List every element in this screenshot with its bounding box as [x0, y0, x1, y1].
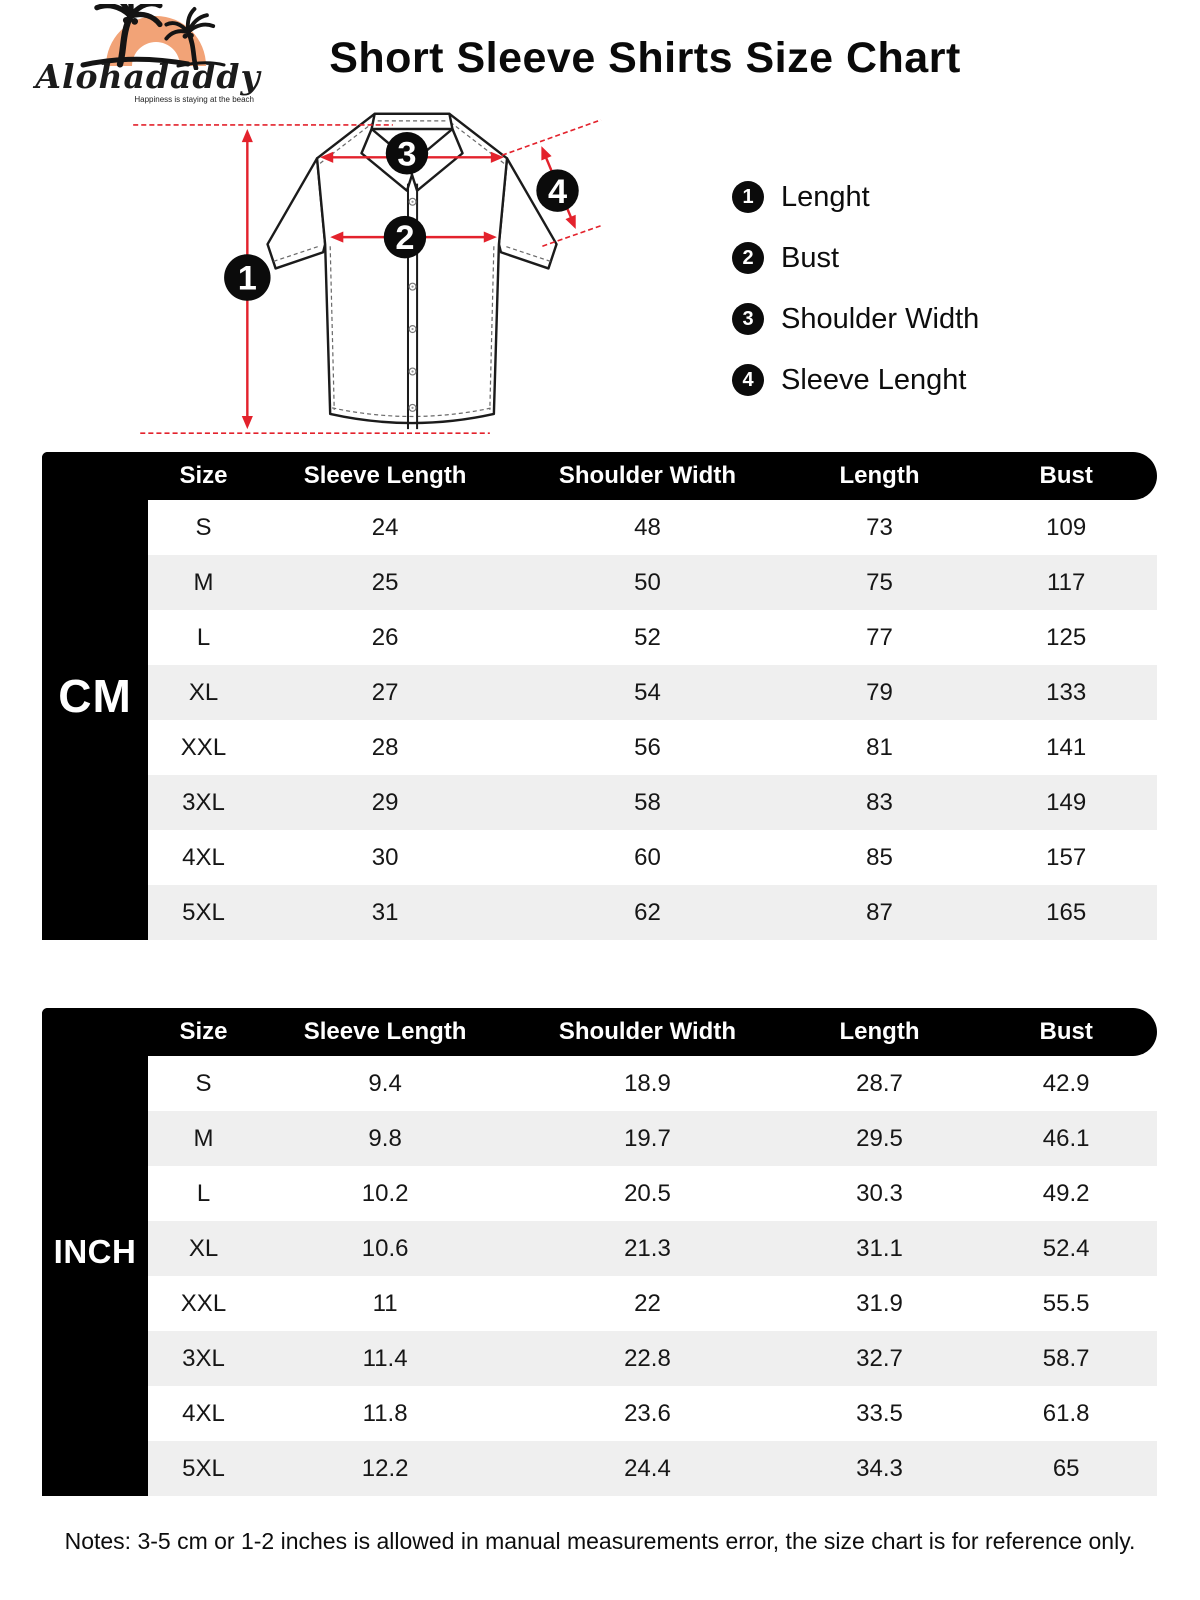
legend-label: Shoulder Width [781, 302, 980, 335]
cell-bust: 157 [1046, 843, 1087, 871]
sleeve-guide-top [502, 120, 601, 155]
legend-badge-3-icon: 3 [732, 303, 764, 335]
cell-size: L [196, 623, 211, 651]
legend-badge-1-icon: 1 [732, 181, 764, 213]
unit-band-cm: CM [42, 452, 148, 940]
legend-item-bust [732, 241, 979, 275]
cell-sleeve: 11.4 [362, 1344, 408, 1372]
cell-sleeve: 27 [371, 678, 399, 706]
legend-badge-4-icon: 4 [732, 364, 764, 396]
cell-shoulder: 52 [634, 623, 661, 651]
table-row [148, 775, 1157, 830]
table-body [148, 1056, 1157, 1496]
cell-bust: 49.2 [1042, 1179, 1090, 1207]
shirt-left-sleeve [268, 158, 326, 268]
cell-shoulder: 58 [634, 788, 661, 816]
cell-bust: 52.4 [1042, 1234, 1090, 1262]
cell-length: 29.5 [856, 1124, 903, 1152]
cell-bust: 109 [1046, 513, 1087, 541]
table-row [148, 500, 1157, 555]
cell-sleeve: 28 [371, 733, 399, 761]
cell-sleeve: 9.4 [368, 1069, 402, 1097]
cell-size: S [195, 1069, 212, 1097]
cell-bust: 141 [1046, 733, 1087, 761]
notes-text: Notes: 3-5 cm or 1-2 inches is allowed in manual measurements error, the size chart is for reference only. [64, 1528, 1136, 1554]
cell-length: 33.5 [856, 1399, 903, 1427]
cell-size: S [195, 513, 212, 541]
cell-sleeve: 12.2 [361, 1454, 409, 1482]
column-header-shoulder-width: Shoulder Width [558, 462, 736, 489]
cell-bust: 42.9 [1042, 1069, 1090, 1097]
cell-length: 31.9 [856, 1289, 903, 1317]
badge-2: 2 [395, 219, 415, 258]
column-header-length: Length [839, 1018, 920, 1045]
page-title: Short Sleeve Shirts Size Chart [329, 34, 961, 82]
brand-name: Alohadaddy [35, 57, 261, 96]
cell-length: 75 [866, 568, 893, 596]
cell-size: XL [188, 1234, 219, 1262]
cell-shoulder: 22 [634, 1289, 661, 1317]
cell-sleeve: 26 [371, 623, 399, 651]
cell-shoulder: 18.9 [624, 1069, 671, 1097]
cell-bust: 58.7 [1042, 1344, 1090, 1372]
cell-size: 3XL [182, 788, 225, 816]
column-header-bust: Bust [1039, 1018, 1093, 1045]
cell-sleeve: 29 [371, 788, 399, 816]
column-header-shoulder-width: Shoulder Width [558, 1018, 736, 1045]
table-header [42, 1008, 1157, 1056]
cell-length: 73 [866, 513, 893, 541]
table-row [148, 610, 1157, 665]
shirt-collar-band [372, 114, 453, 129]
cell-size: 4XL [182, 1399, 225, 1427]
table-row [148, 1276, 1157, 1331]
badge-4: 4 [547, 172, 568, 211]
cell-shoulder: 23.6 [624, 1399, 671, 1427]
badge-3: 3 [397, 135, 417, 174]
cell-sleeve: 25 [371, 568, 399, 596]
shirt-measurement-diagram [118, 92, 603, 457]
cell-shoulder: 22.8 [624, 1344, 671, 1372]
cell-sleeve: 10.6 [361, 1234, 409, 1262]
column-header-length: Length [839, 462, 920, 489]
table-row [148, 555, 1157, 610]
legend-item-sleeve-length [732, 363, 979, 397]
cell-sleeve: 11 [372, 1289, 398, 1317]
table-row [148, 1331, 1157, 1386]
cell-shoulder: 50 [634, 568, 661, 596]
badge-1: 1 [237, 259, 257, 298]
cell-sleeve: 30 [371, 843, 399, 871]
legend-label: Bust [781, 241, 840, 274]
cell-bust: 46.1 [1042, 1124, 1090, 1152]
table-row [148, 720, 1157, 775]
cell-bust: 149 [1046, 788, 1087, 816]
table-header [42, 452, 1157, 500]
cell-length: 30.3 [856, 1179, 903, 1207]
table-row [148, 830, 1157, 885]
cell-sleeve: 11.8 [362, 1399, 408, 1427]
cell-bust: 55.5 [1042, 1289, 1090, 1317]
cell-shoulder: 21.3 [624, 1234, 671, 1262]
table-row [148, 1221, 1157, 1276]
column-header-size: Size [179, 462, 228, 489]
cell-bust: 165 [1046, 898, 1087, 926]
table-row [148, 1441, 1157, 1496]
cell-size: XXL [180, 1289, 227, 1317]
measurement-legend [732, 180, 979, 424]
column-header-bust: Bust [1039, 462, 1093, 489]
cell-sleeve: 9.8 [368, 1124, 402, 1152]
cell-size: M [193, 568, 214, 596]
cell-shoulder: 54 [634, 678, 661, 706]
cell-length: 32.7 [856, 1344, 903, 1372]
cell-size: 5XL [182, 1454, 225, 1482]
cell-bust: 65 [1052, 1454, 1080, 1482]
legend-item-length [732, 180, 979, 214]
cell-bust: 133 [1046, 678, 1087, 706]
cell-sleeve: 10.2 [361, 1179, 409, 1207]
table-row [148, 1111, 1157, 1166]
cell-size: M [193, 1124, 214, 1152]
cell-length: 77 [866, 623, 893, 651]
column-header-size: Size [179, 1018, 228, 1045]
legend-badge-2-icon: 2 [732, 242, 764, 274]
cell-bust: 125 [1046, 623, 1087, 651]
cell-shoulder: 62 [634, 898, 661, 926]
cell-shoulder: 48 [634, 513, 661, 541]
cell-size: 5XL [182, 898, 225, 926]
cell-shoulder: 20.5 [624, 1179, 671, 1207]
cell-bust: 61.8 [1042, 1399, 1090, 1427]
legend-label: Lenght [781, 180, 870, 213]
cell-size: 3XL [182, 1344, 225, 1372]
cell-sleeve: 24 [371, 513, 399, 541]
cell-size: 4XL [182, 843, 225, 871]
brand-logo [28, 4, 268, 104]
cell-bust: 117 [1047, 568, 1086, 596]
column-header-sleeve-length: Sleeve Length [303, 462, 467, 489]
cell-shoulder: 19.7 [624, 1124, 671, 1152]
cell-length: 81 [866, 733, 893, 761]
table-row [148, 1056, 1157, 1111]
column-header-sleeve-length: Sleeve Length [303, 1018, 467, 1045]
unit-band-inch: INCH [42, 1008, 148, 1496]
cell-length: 85 [866, 843, 893, 871]
size-table-cm [42, 452, 1157, 940]
cell-length: 87 [866, 898, 893, 926]
cell-shoulder: 60 [634, 843, 661, 871]
cell-length: 83 [866, 788, 893, 816]
table-row [148, 665, 1157, 720]
cell-length: 28.7 [856, 1069, 903, 1097]
cell-length: 31.1 [856, 1234, 903, 1262]
cell-size: L [196, 1179, 211, 1207]
cell-length: 79 [866, 678, 893, 706]
cell-shoulder: 56 [634, 733, 661, 761]
cell-size: XXL [180, 733, 227, 761]
cell-shoulder: 24.4 [624, 1454, 671, 1482]
legend-label: Sleeve Lenght [781, 363, 967, 396]
cell-size: XL [188, 678, 219, 706]
cell-sleeve: 31 [371, 898, 399, 926]
brand-tagline: Happiness is staying at the beach [134, 95, 254, 104]
table-row [148, 1386, 1157, 1441]
cell-length: 34.3 [856, 1454, 903, 1482]
legend-item-shoulder-width [732, 302, 979, 336]
table-body [148, 500, 1157, 940]
table-row [148, 1166, 1157, 1221]
size-table-inch [42, 1008, 1157, 1496]
table-row [148, 885, 1157, 940]
